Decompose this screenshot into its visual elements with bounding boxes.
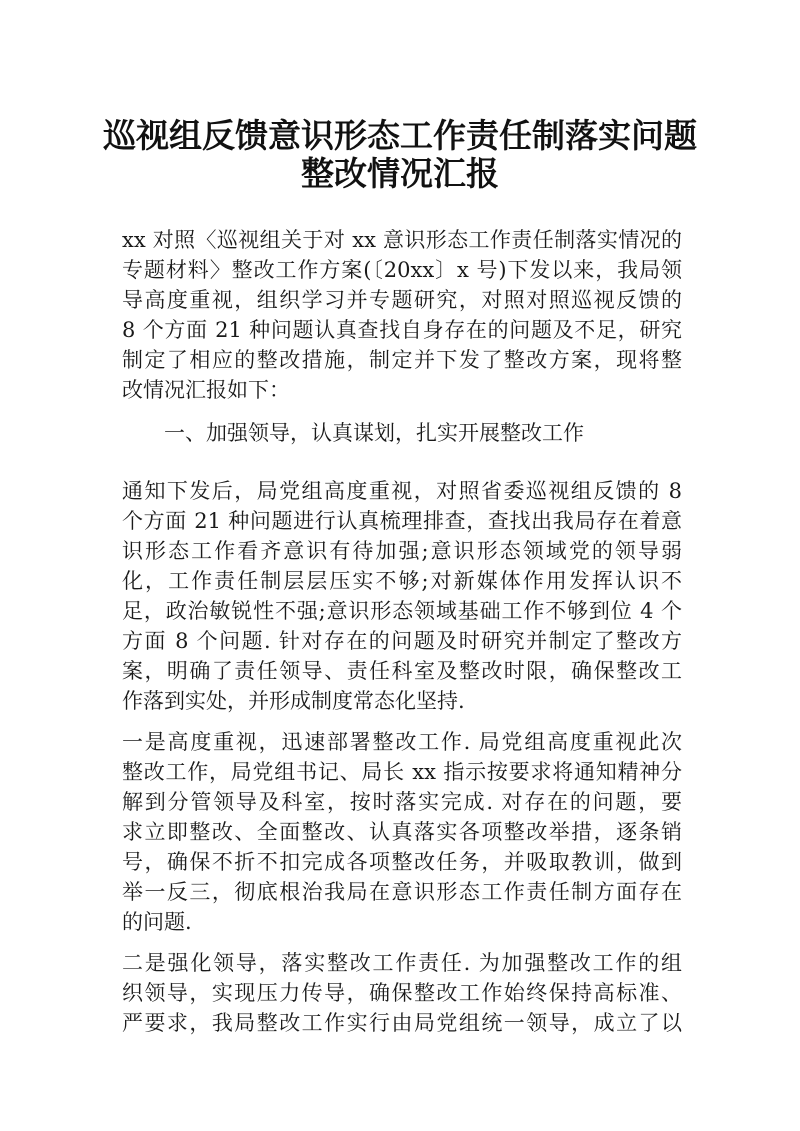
text-line: 化，工作责任制层层压实不够;对新媒体作用发挥认识不 (122, 569, 682, 593)
body-paragraph-2 (122, 727, 682, 937)
text-line: 织领导，实现压力传导，确保整改工作始终保持高标准、 (122, 981, 682, 1005)
text-line: 专题材料〉整改工作方案(〔20xx〕x 号)下发以来，我局领 (122, 258, 682, 282)
text-line: 导高度重视，组织学习并专题研究，对照对照巡视反馈的 (122, 288, 682, 312)
intro-paragraph (122, 225, 682, 405)
body-paragraph-3 (122, 948, 682, 1038)
text-line: 举一反三，彻底根治我局在意识形态工作责任制方面存在 (122, 880, 682, 904)
text-line: 改情况汇报如下： (122, 378, 290, 402)
body-paragraph-1 (122, 476, 682, 716)
text-line: 的问题. (122, 910, 192, 934)
text-line: 足，政治敏锐性不强;意识形态领域基础工作不够到位 4 个 (122, 599, 682, 623)
text-line: 个方面 21 种问题进行认真梳理排查，查找出我局存在着意 (122, 509, 682, 533)
text-line: 8 个方面 21 种问题认真查找自身存在的问题及不足，研究 (122, 318, 682, 342)
text-line: 作落到实处，并形成制度常态化坚持. (122, 689, 465, 713)
text-line: 方面 8 个问题. 针对存在的问题及时研究并制定了整改方 (122, 629, 682, 653)
document-title-line-1: 巡视组反馈意识形态工作责任制落实问题 (103, 116, 697, 155)
text-line: 二是强化领导，落实整改工作责任. 为加强整改工作的组 (122, 951, 682, 975)
text-line: 整改工作，局党组书记、局长 xx 指示按要求将通知精神分 (122, 760, 682, 784)
text-line: 案，明确了责任领导、责任科室及整改时限，确保整改工 (122, 659, 682, 683)
text-line: 严要求，我局整改工作实行由局党组统一领导，成立了以 (122, 1011, 682, 1035)
text-line: 求立即整改、全面整改、认真落实各项整改举措，逐条销 (122, 820, 682, 844)
text-line: 识形态工作看齐意识有待加强;意识形态领域党的领导弱 (122, 539, 682, 563)
text-line: 解到分管领导及科室，按时落实完成. 对存在的问题，要 (122, 790, 682, 814)
text-line: 制定了相应的整改措施，制定并下发了整改方案，现将整 (122, 348, 682, 372)
text-line: 一是高度重视，迅速部署整改工作. 局党组高度重视此次 (122, 730, 682, 754)
text-line: 通知下发后，局党组高度重视，对照省委巡视组反馈的 8 (122, 479, 682, 503)
document-title-line-2: 整改情况汇报 (301, 154, 499, 193)
text-line: xx 对照〈巡视组关于对 xx 意识形态工作责任制落实情况的 (122, 228, 682, 252)
text-line: 号，确保不折不扣完成各项整改任务，并吸取教训，做到 (122, 850, 682, 874)
section-heading: 一、加强领导，认真谋划，扎实开展整改工作 (164, 421, 584, 445)
